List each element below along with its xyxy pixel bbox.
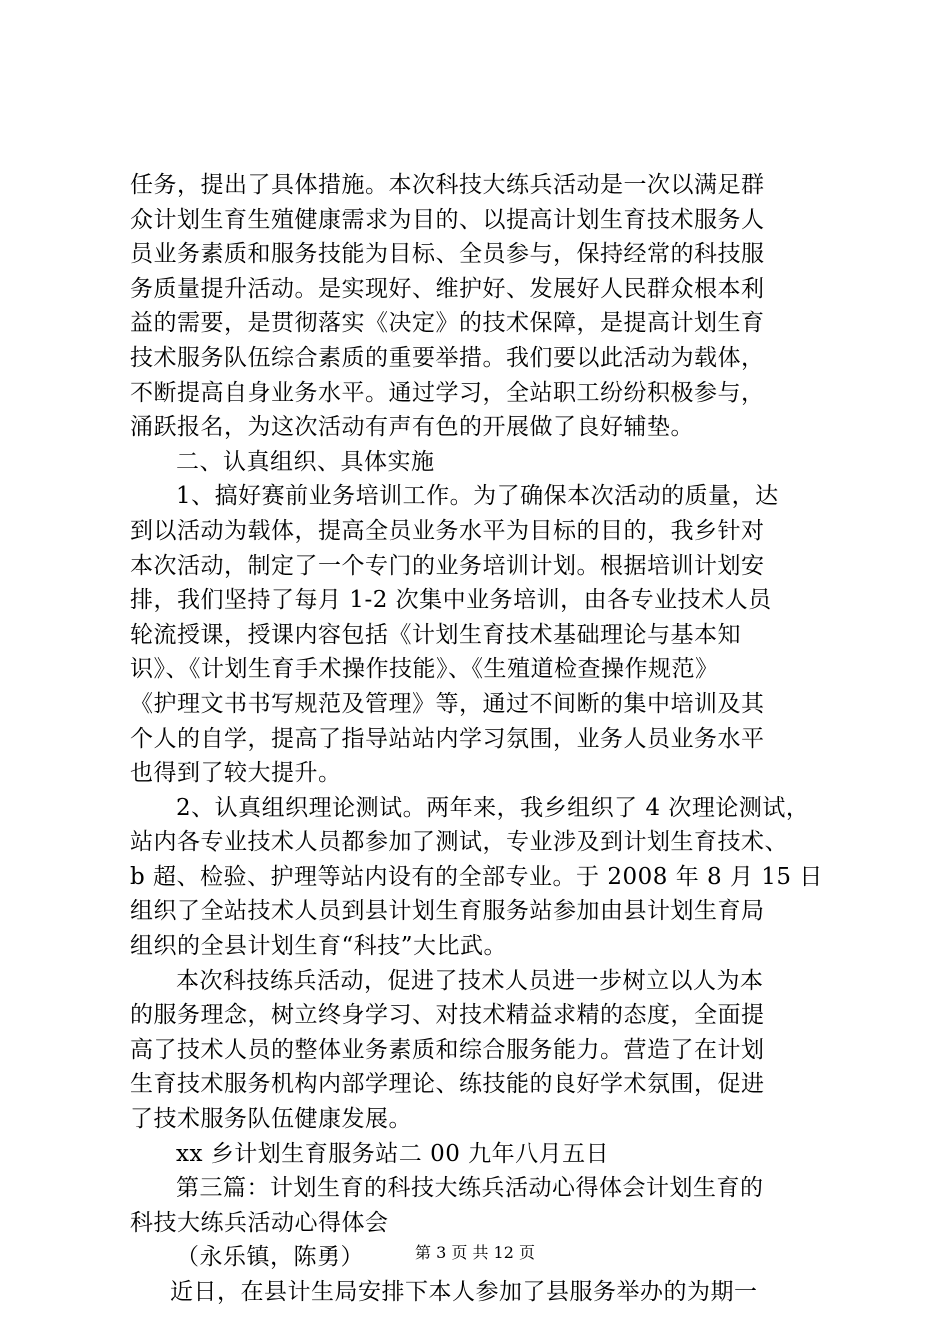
paragraph-summary: 本次科技练兵活动，促进了技术人员进一步树立以人为本 的服务理念，树立终身学习、对技术精益求精的态度，全面提 高了技术人员的整体业务素质和综合服务能力。营造了在计划 生育技术服务机构内部学理论、练技能的良好学术氛围，促进 了技术服务队伍健康发展。 <box>130 967 765 1133</box>
section-heading: 二、认真组织、具体实施 <box>176 448 435 475</box>
paragraph-theory-test: 2、认真组织理论测试。两年来，我乡组织了 4 次理论测试， 站内各专业技术人员都参加了测试，专业涉及到计划生育技术、 b 超、检验、护理等站内设有的全部专业。于 2008 年 8 月 15 日 组织了全站技术人员到县计划生育服务站参加由县计划生育局 组织的全县计划生育“科技”大比武。 <box>130 794 823 960</box>
document-body <box>130 168 830 1310</box>
signature-line: xx 乡计划生育服务站二 00 九年八月五日 <box>176 1140 610 1167</box>
paragraph-intro: 近日，在县计生局安排下本人参加了县服务举办的为期一 <box>170 1279 758 1305</box>
page-number: 第 3 页 共 12 页 <box>415 1243 535 1262</box>
chapter-title: 第三篇：计划生育的科技大练兵活动心得体会计划生育的 科技大练兵活动心得体会 <box>130 1175 764 1236</box>
author-line: （永乐镇，陈勇） <box>176 1244 364 1271</box>
paragraph-training: 1、搞好赛前业务培训工作。为了确保本次活动的质量，达 到以活动为载体，提高全员业务水平为目标的目的，我乡针对 本次活动，制定了一个专门的业务培训计划。根据培训计划安 排，我们坚持了每月 1-2 次集中业务培训，由各专业技术人员 轮流授课，授课内容包括《计划生育技术基础理论与基本知 识》、《计划生育手术操作技能》、《生殖道检查操作规范》 《护理文书书写规范及管理》等，通过不间断的集中培训及其 个人的自学，提高了指导站站内学习氛围，业务人员业务水平 也得到了较大提升。 <box>130 483 779 787</box>
paragraph-continuation: 任务，提出了具体措施。本次科技大练兵活动是一次以满足群 众计划生育生殖健康需求为目的、以提高计划生育技术服务人 员业务素质和服务技能为目标、全员参与，保持经常的科技服 务质量提升活动。是实现好、维护好、发展好人民群众根本利 益的需要，是贯彻落实《决定》的技术保障，是提高计划生育 技术服务队伍综合素质的重要举措。我们要以此活动为载体， 不断提高自身业务水平。通过学习，全站职工纷纷积极参与， 涌跃报名，为这次活动有声有色的开展做了良好辅垫。 <box>130 172 765 441</box>
